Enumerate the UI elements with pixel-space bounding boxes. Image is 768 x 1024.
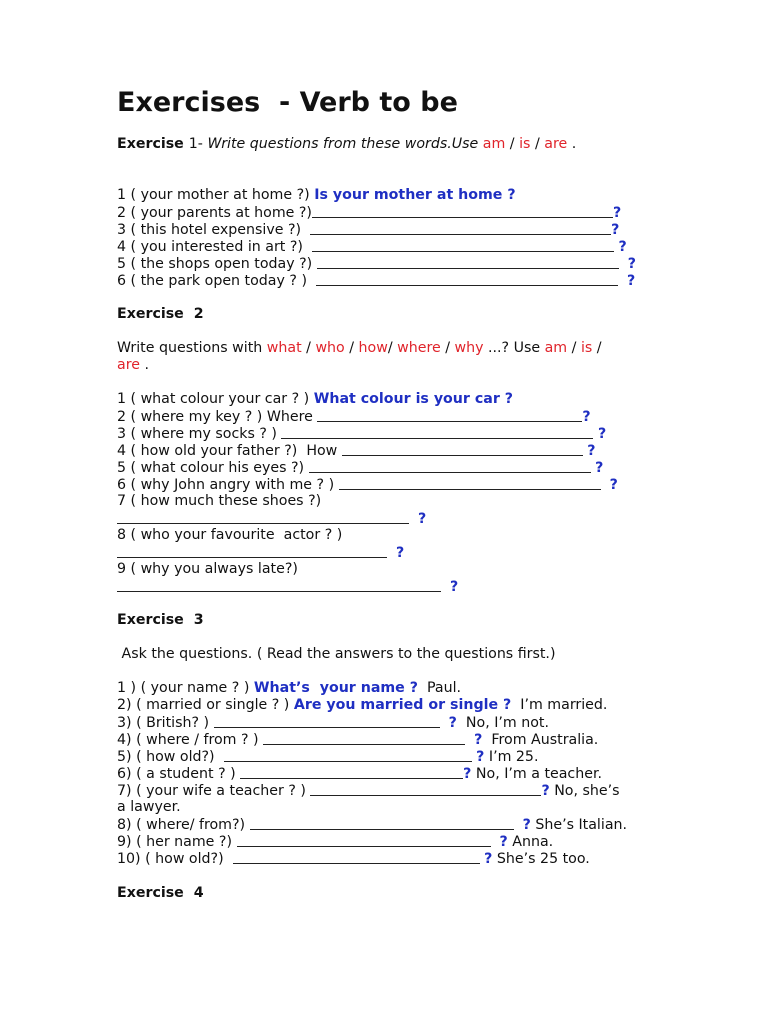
exercise-2-item: 1 ( what colour your car ? ) What colour is your car ? — [117, 391, 513, 407]
answer-blank[interactable] — [263, 731, 465, 745]
answer-blank[interactable] — [240, 765, 463, 779]
answer-blank[interactable] — [309, 459, 591, 473]
page-title: Exercises - Verb to be — [117, 87, 458, 118]
exercise-2-item-cont: ? — [117, 510, 426, 528]
exercise-2-item: 9 ( why you always late?) — [117, 561, 298, 577]
exercise-3-item: 6) ( a student ? ) ? No, I’m a teacher. — [117, 766, 602, 782]
exercise-3-item: 3) ( British? ) ? No, I’m not. — [117, 715, 549, 731]
exercise-2-instruction-cont: are . — [117, 357, 149, 373]
answer-blank[interactable] — [342, 442, 583, 456]
exercise-1-item: 1 ( your mother at home ?) Is your mother at home ? — [117, 187, 516, 203]
exercise-3-item: 9) ( her name ?) ? Anna. — [117, 834, 554, 850]
exercise-3-item: 5) ( how old?) ? I’m 25. — [117, 749, 539, 765]
example-answer: What colour is your car ? — [313, 391, 513, 407]
exercise-3-item: 4) ( where / from ? ) ? From Australia. — [117, 732, 599, 748]
answer-blank[interactable] — [310, 221, 611, 235]
example-answer: Is your mother at home ? — [314, 187, 516, 203]
exercise-1-item: 2 ( your parents at home ?) ? — [117, 205, 622, 221]
example-answer: Are you married or single ? — [293, 697, 512, 713]
answer-blank[interactable] — [312, 204, 613, 218]
exercise-3-item: 10) ( how old?) ? She’s 25 too. — [117, 851, 590, 867]
exercise-2-item: 3 ( where my socks ? ) ? — [117, 426, 607, 442]
exercise-1-heading: Exercise 1- Write questions from these words.Use am / is / are . — [117, 136, 577, 152]
answer-blank[interactable] — [233, 850, 480, 864]
answer-blank[interactable] — [117, 544, 387, 558]
answer-blank[interactable] — [117, 578, 441, 592]
exercise-3-item: 8) ( where/ from?) ? She’s Italian. — [117, 817, 628, 833]
exercise-1-item: 6 ( the park open today ? ) ? — [117, 273, 636, 289]
exercise-3-heading: Exercise 3 — [117, 612, 204, 628]
exercise-2-item: 8 ( who your favourite actor ? ) — [117, 527, 343, 543]
answer-blank[interactable] — [310, 782, 541, 796]
exercise-1-item: 5 ( the shops open today ?) ? — [117, 256, 636, 272]
answer-blank[interactable] — [224, 748, 472, 762]
exercise-2-item: 6 ( why John angry with me ? ) ? — [117, 477, 618, 493]
exercise-2-heading: Exercise 2 — [117, 306, 204, 322]
exercise-2-item: 4 ( how old your father ?) How ? — [117, 443, 596, 459]
exercise-3-item: 7) ( your wife a teacher ? ) ? No, she’s — [117, 783, 620, 799]
exercise-2-instruction: Write questions with what / who / how/ where / why ...? Use am / is / — [117, 340, 602, 356]
exercise-1-item: 3 ( this hotel expensive ?) ? — [117, 222, 620, 238]
exercise-2-item-cont: ? — [117, 578, 458, 596]
exercise-3-item: 1 ) ( your name ? ) What’s your name ? Paul. — [117, 680, 462, 696]
exercise-2-item: 2 ( where my key ? ) Where ? — [117, 409, 591, 425]
answer-blank[interactable] — [237, 833, 491, 847]
exercise-2-item: 5 ( what colour his eyes ?) ? — [117, 460, 604, 476]
answer-blank[interactable] — [339, 476, 601, 490]
answer-blank[interactable] — [317, 408, 582, 422]
answer-blank[interactable] — [317, 255, 619, 269]
answer-blank[interactable] — [316, 272, 618, 286]
example-answer: What’s your name ? — [253, 680, 418, 696]
answer-blank[interactable] — [250, 816, 514, 830]
exercise-1-item: 4 ( you interested in art ?) ? — [117, 239, 627, 255]
answer-blank[interactable] — [281, 425, 593, 439]
exercise-1-instruction: - Write questions from these words.Use am / is / are . — [197, 136, 577, 152]
exercise-3-item: 2) ( married or single ? ) Are you married or single ? I’m married. — [117, 697, 608, 713]
exercise-2-item: 7 ( how much these shoes ?) — [117, 493, 322, 509]
exercise-3-instruction: Ask the questions. ( Read the answers to the questions first.) — [117, 646, 556, 662]
answer-blank[interactable] — [117, 510, 409, 524]
answer-blank[interactable] — [214, 714, 440, 728]
answer-blank[interactable] — [312, 238, 614, 252]
exercise-4-heading: Exercise 4 — [117, 885, 204, 901]
exercise-2-item-cont: ? — [117, 544, 404, 562]
exercise-3-item-cont: a lawyer. — [117, 799, 181, 815]
